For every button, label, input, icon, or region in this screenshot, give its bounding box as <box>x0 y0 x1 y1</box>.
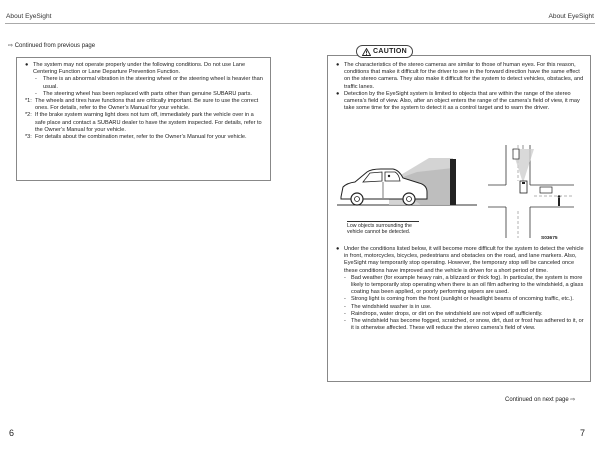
car-field-of-view-illustration <box>337 154 477 212</box>
left-sub-item: - The steering wheel has been replaced with parts other than genuine SUBARU parts. <box>35 90 252 97</box>
caution-text-bottom <box>336 246 584 332</box>
caution-sub-item: - Strong light is coming from the front (sunlight or headlight beams of oncoming traffic, etc.). <box>344 296 574 303</box>
header-left: About EyeSight <box>6 13 52 20</box>
footnote-3: *3: For details about the combination meter, refer to the Owner’s Manual for your vehicle. <box>25 134 247 141</box>
warning-triangle-icon <box>362 48 371 56</box>
bullet-icon: ● <box>25 62 29 68</box>
page-number-right: 7 <box>580 428 586 438</box>
header-right: About EyeSight <box>548 13 594 20</box>
caution-bullet-2: ● Detection by the EyeSight system is limited to objects that are within the range of the stereo camera’s field of view. Also, after an object enters the range of the camera’s field of view, it may take some time for the system to detect it as a control target and to warn the driver. <box>336 90 580 112</box>
header-rule <box>5 23 595 24</box>
left-note-box <box>16 57 271 181</box>
caution-sub-item: - The windshield has become fogged, scratched, or snow, dirt, dust or frost has adhered to it, or it is otherwise affected. These will reduce the stereo camera’s field of view. <box>344 318 584 332</box>
continued-on-next: Continued on next page ⇨ <box>505 397 576 403</box>
footnote-1: *1: The wheels and tires have functions that are critically important. Be sure to use the correct ones. For details, refer to the Owner’s Manual for your vehicle. <box>25 98 259 112</box>
figure-code: S03675 <box>541 236 558 241</box>
caution-sub-item: - The windshield washer is in use. <box>344 303 432 310</box>
figure-caption: Low objects surrounding the vehicle cannot be detected. <box>347 221 419 235</box>
footnote-2: *2: If the brake system warning light does not turn off, immediately park the vehicle over in a safe place and contact a SUBARU dealer to have the system inspected. For details, refer to the Owner’s Manual for your vehicle. <box>25 112 262 133</box>
caution-text-top <box>336 62 584 112</box>
left-bullet: ● The system may not operate properly under the following conditions. Do not use Lane Centering Function or Lane Departure Prevention Function. <box>25 62 246 76</box>
caution-bullet-1: ● The characteristics of the stereo cameras are similar to those of human eyes. For this reason, conditions that make it difficult for the driver to see in the forward direction have the same effect on the stereo camera. They also make it difficult for the system to detect vehicles, obstacles, and traffic lanes. <box>336 62 584 90</box>
caution-sub-item: - Bad weather (for example heavy rain, a blizzard or thick fog). In particular, the system is more likely to temporarily stop operating when there is an oil film adhering to the windshield, a glass coating has been applied, or poorly performing wipers are used. <box>344 274 584 296</box>
left-sub-item: - There is an abnormal vibration in the steering wheel or the steering wheel is heavier than usual. <box>35 76 263 90</box>
intersection-top-view-illustration <box>488 145 574 238</box>
caution-label: CAUTION <box>356 45 413 58</box>
continued-from-previous: ⇨ Continued from previous page <box>8 43 96 49</box>
caution-bullet-3: ● Under the conditions listed below, it will become more difficult for the system to detect the vehicle in front, motorcycles, bicycles, pedestrians and obstacles on the road, and lane markers. Also, EyeSight may temporarily stop operating. However, the temporary stop will be canceled once these conditions have improved and the vehicle is driven for a short period of time. <box>336 246 584 274</box>
page-number-left: 6 <box>9 428 15 438</box>
caution-sub-item: - Raindrops, water drops, or dirt on the windshield are not wiped off sufficiently. <box>344 310 543 317</box>
